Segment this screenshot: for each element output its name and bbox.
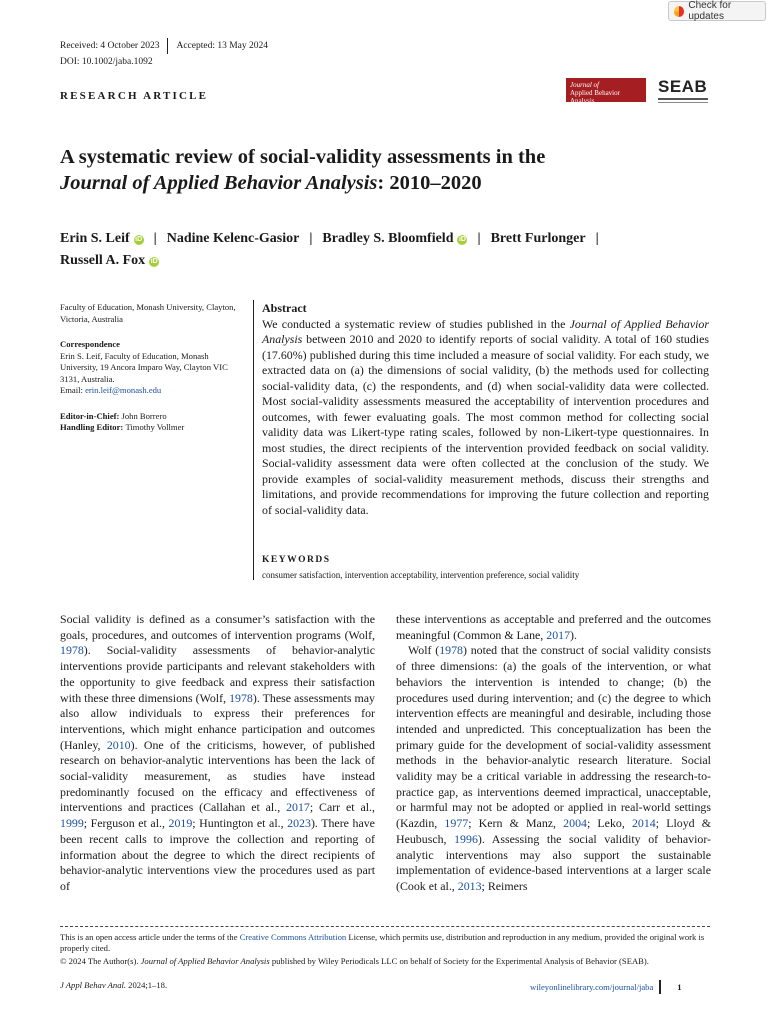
keywords-heading: KEYWORDS <box>262 555 331 565</box>
body-text: ; Leko, <box>586 816 632 831</box>
orcid-icon[interactable]: iD <box>458 236 466 243</box>
body-text: ; Reimers <box>481 878 528 893</box>
abstract-text-1: We conducted a systematic review of studies published in the <box>262 316 570 331</box>
citation-volume: 2024;1–18. <box>126 980 168 990</box>
copyright-text: © 2024 The Author(s). <box>60 956 141 966</box>
body-text: ; Lloyd & Heubusch, <box>396 816 712 846</box>
author-name: Bradley S. Bloomfield <box>322 231 454 246</box>
abstract-text <box>262 317 709 519</box>
author-name: Nadine Kelenc-Gasior <box>166 231 300 246</box>
license-footnote <box>60 932 710 969</box>
author-list <box>60 228 720 272</box>
abstract-heading: Abstract <box>262 301 307 315</box>
citation-year-link[interactable]: 1978 <box>229 690 253 705</box>
body-column-right <box>396 612 711 895</box>
cc-license-link[interactable]: Creative Commons Attribution <box>239 932 347 942</box>
author-separator: | <box>153 231 157 246</box>
license-text: License, which permits use, distribution and reproduction in any medium, provided the original work is properly cited. <box>60 932 705 953</box>
citation-year-link[interactable]: 2017 <box>286 800 310 815</box>
title-part1: A systematic review of social-validity assessments in the <box>60 146 546 168</box>
citation-year-link[interactable]: 2014 <box>631 816 656 831</box>
citation-year-link[interactable]: 1977 <box>444 816 469 831</box>
citation-year-link[interactable]: 1978 <box>60 643 84 658</box>
divider <box>659 980 661 994</box>
author-separator: | <box>595 231 599 246</box>
crossmark-icon <box>674 6 684 17</box>
citation-year-link[interactable]: 1996 <box>454 831 478 846</box>
handling-editor <box>60 422 240 434</box>
body-text: these interventions as acceptable and preferred and the outcomes meaningful (Common & Lane, <box>396 612 711 642</box>
abstract <box>262 301 709 518</box>
article-sidebar <box>60 302 240 448</box>
editor-in-chief <box>60 411 240 423</box>
jaba-logo <box>566 78 646 105</box>
correspondence <box>60 339 240 397</box>
author-separator: | <box>309 231 313 246</box>
copyright-text: published by Wiley Periodicals LLC on behalf of Society for the Experimental Analysis of Behavior (SEAB). <box>269 956 649 966</box>
body-text: ). These assessments may also allow individuals to express their preferences for interventions, which might enhance participation and outcomes (Hanley, <box>60 690 376 752</box>
body-text: ; Ferguson et al., <box>83 816 169 831</box>
handling-label: Handling Editor: <box>60 422 126 432</box>
body-paragraph <box>60 612 375 895</box>
affiliation: Faculty of Education, Monash University, Clayton, Victoria, Australia <box>60 302 236 324</box>
accepted-date: Accepted: 13 May 2024 <box>176 41 268 51</box>
article-dates <box>60 38 268 54</box>
title-journal: Journal of Applied Behavior Analysis <box>60 172 378 194</box>
citation-year-link[interactable]: 2017 <box>546 627 571 642</box>
citation-year-link[interactable]: 2019 <box>168 816 193 831</box>
body-column-left <box>60 612 375 895</box>
email-line <box>60 385 240 397</box>
citation <box>60 980 167 990</box>
orcid-icon[interactable]: iD <box>150 258 158 265</box>
editor-label: Editor-in-Chief: <box>60 410 122 421</box>
license-text: This is an open access article under the terms of the <box>60 932 240 942</box>
received-date: Received: 4 October 2023 <box>60 41 160 51</box>
body-text: Social validity is defined as a consumer’s satisfaction with the goals, procedures, and outcomes of intervention programs (Wolf, <box>60 612 375 642</box>
footnote-rule <box>60 926 710 927</box>
check-for-updates-label: Check for updates <box>688 0 732 22</box>
email-link[interactable]: erin.leif@monash.edu <box>85 385 162 395</box>
abstract-text-2: between 2010 and 2020 to identify reports of social validity. A total of 160 studies (17.60%) published during this time included a measure of social validity. For each study, we extracted data on (a) the dimensions of social validity, (b) the methods used for collecting social-validity data, (c) the respondents, and (d) when social-validity data were collected. Most social-validity assessments measured the acceptability of intervention procedures and outcomes, with fewer evaluating goals. The most common method for collecting social validity data was Likert-type rating scales, followed by non-Likert-type questionnaires. In most studies, the direct recipients of the intervention provided feedback on social validity. Social-validity assessment data were often collected at the conclusion of the study. We provide examples of social-validity measurement methods, discuss their strengths and limitations, and provide recommendations for improving the future collection and reporting of social-validity data. <box>262 332 709 517</box>
seab-logo-text: SEAB <box>658 77 708 96</box>
body-paragraph <box>396 643 711 894</box>
title-part2: : 2010–2020 <box>377 172 482 194</box>
body-text: ). One of the criticisms, however, of published research on behavior-analytic interventions has been the lack of social-validity measurement, as studies have instead predominantly focused on the efficacy and effectiveness of interventions and practices (Callahan et al., <box>60 737 375 815</box>
author-separator: | <box>477 231 481 246</box>
article-title <box>60 144 720 196</box>
seab-logo-rule <box>658 102 708 103</box>
body-text: ). <box>570 627 577 642</box>
editor-name: John Borrero <box>121 410 167 421</box>
author-name: Russell A. Fox <box>60 253 146 268</box>
body-text: ). Social-validity assessments of behavior-analytic interventions provide participants and relevant stakeholders with the opportunity to give feedback and express their satisfaction with these three dimensions (Wolf, <box>60 643 375 705</box>
seab-logo-rule <box>658 98 708 100</box>
divider <box>167 38 168 54</box>
footer-right <box>530 980 682 994</box>
body-text: ) noted that the construct of social validity consists of three dimensions: (a) the goals of the intervention, or what behaviors the intervention is intended to change; (b) the procedures used during intervention; and (c) the degree to which intervention effects are meaningful and desirable, including those intended and unpredicted. This conceptualization has been the primary guide for the development of social-validity assessment methods in the behavior-analytic research literature. Social validity may be a critical variable in addressing the research-to-practice gap, as interventions deemed impractical, unacceptable, or harmful may not be adopted or applied in real-world settings (Kazdin, <box>396 643 711 831</box>
author-name: Erin S. Leif <box>60 231 130 246</box>
citation-year-link[interactable]: 2004 <box>563 816 587 831</box>
copyright-journal: Journal of Applied Behavior Analysis <box>140 956 270 966</box>
jaba-logo-line2: Applied Behavior Analysis <box>570 89 620 105</box>
doi[interactable]: DOI: 10.1002/jaba.1092 <box>60 57 153 67</box>
author-name: Brett Furlonger <box>490 231 586 246</box>
article-type: RESEARCH ARTICLE <box>60 90 209 102</box>
citation-year-link[interactable]: 2013 <box>457 878 482 893</box>
abstract-rule <box>253 300 254 580</box>
page-number: 1 <box>677 982 682 992</box>
check-for-updates-button[interactable] <box>668 1 766 21</box>
body-text: ; Huntington et al., <box>192 816 288 831</box>
body-text: ; Carr et al., <box>309 800 375 815</box>
citation-year-link[interactable]: 1978 <box>439 643 463 658</box>
seab-logo <box>658 78 710 104</box>
citation-year-link[interactable]: 1999 <box>60 816 84 831</box>
license-line <box>60 932 710 954</box>
body-paragraph <box>396 612 711 643</box>
body-text: Wolf ( <box>408 643 440 658</box>
correspondence-label: Correspondence <box>60 339 120 349</box>
editors <box>60 411 240 434</box>
handling-name: Timothy Vollmer <box>125 422 185 432</box>
abstract-journal: Journal of Applied Behavior Analysis <box>262 316 709 346</box>
email-label: Email: <box>60 385 86 395</box>
citation-journal: J Appl Behav Anal. <box>60 980 127 990</box>
orcid-icon[interactable]: iD <box>135 236 143 243</box>
body-text: ; Kern & Manz, <box>468 816 564 831</box>
citation-year-link[interactable]: 2010 <box>106 737 131 752</box>
correspondence-text: Erin S. Leif, Faculty of Education, Monash University, 19 Ancora Imparo Way, Clayton VIC 3131, Australia. <box>60 350 228 384</box>
keywords-list: consumer satisfaction, intervention acceptability, intervention preference, social validity <box>262 570 580 580</box>
citation-year-link[interactable]: 2023 <box>287 816 311 831</box>
body-text: ). There have been recent calls to improve the collection and reporting of information about the degree to which the direct recipients of behavior-analytic interventions view the procedures used as part of <box>60 816 375 893</box>
copyright-line <box>60 956 710 967</box>
jaba-logo-line1: Journal of <box>570 81 599 89</box>
body-text: ). Assessing the social validity of behavior-analytic interventions may also support the sustainable implementation of evidence-based interventions at a larger scale (Cook et al., <box>396 831 712 893</box>
journal-url-link[interactable]: wileyonlinelibrary.com/journal/jaba <box>530 982 654 992</box>
